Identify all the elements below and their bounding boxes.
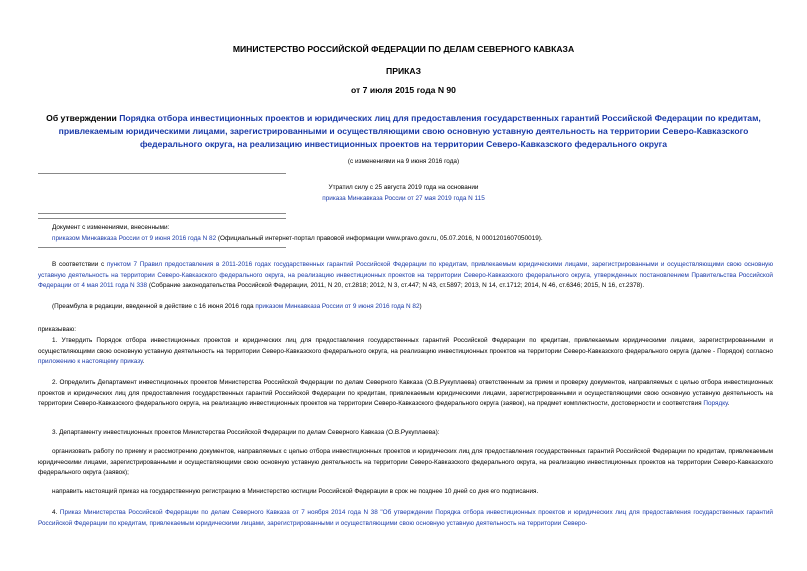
document-title <box>30 112 777 151</box>
document-date-number: от 7 июля 2015 года N 90 <box>351 85 456 95</box>
old-order-link[interactable]: Приказ Министерства Российской Федерации по делам Северного Кавказа от 7 ноября 2014 года N 38 "Об утверждении Порядка отбора инвестиционных проектов и юридических лиц для предоставления государственных гарантий Российской Федерации по кредитам, привлекаемым юридическими лицами, зарегистрированными и осуществляющими свою основную уставную деятельность на территории Северо- <box>38 509 773 527</box>
order-item-3-sub-2: направить настоящий приказ на государственную регистрацию в Министерство юстиции Российской Федерации в срок не позднее 10 дней со дня его подписания. <box>52 488 539 495</box>
divider <box>38 173 286 174</box>
lost-force-note <box>0 183 807 204</box>
lost-force-text: Утратил силу с 25 августа 2019 года на основании <box>328 184 479 191</box>
divider <box>38 218 286 219</box>
order-item-1: 1. Утвердить Порядок отбора инвестиционных проектов и юридических лиц для предоставления государственных гарантий Российской Федерации по кредитам, привлекаемым юридическими лицами, зарегистрированными и осуществляющими свою основную уставную деятельность на территории Северо-Кавказского федерального округа, на реализацию инвестиционных проектов на территории Северо-Кавказского федерального округа (далее - Порядок) согласно приложению к настоящему приказу. <box>38 337 773 365</box>
appendix-link[interactable]: приложению к настоящему приказу <box>38 358 143 365</box>
preamble-edition-link[interactable]: приказом Минкавказа России от 9 июня 2016 года N 82 <box>255 303 420 310</box>
orders-word: приказываю: <box>38 326 76 333</box>
amended-by-link[interactable]: приказом Минкавказа России от 9 июня 2016 года N 82 <box>52 234 217 242</box>
lost-force-link[interactable]: приказа Минкавказа России от 27 мая 2019 года N 115 <box>322 194 485 202</box>
ministry-header: МИНИСТЕРСТВО РОССИЙСКОЙ ФЕДЕРАЦИИ ПО ДЕЛАМ СЕВЕРНОГО КАВКАЗА <box>232 44 575 54</box>
divider <box>38 247 286 248</box>
preamble: В соответствии с пунктом 7 Правил предоставления в 2011-2016 годах государственных гарантий Российской Федерации по кредитам, привлекаемым юридическими лицами, зарегистрированными и осуществляющими свою основную уставную деятельность на территории Северо-Кавказского федерального округа, на реализацию инвестиционных проектов на территории Северо-Кавказского федерального округа, утвержденных постановлением Правительства Российской Федерации от 4 мая 2011 года N 338 (Собрание законодательства Российской Федерации, 2011, N 20, ст.2818; 2012, N 3, ст.447; N 43, ст.5897; 2013, N 14, ст.1712; 2014, N 46, ст.6346; 2015, N 16, ст.2378). <box>38 261 774 289</box>
order-item-2: 2. Определить Департамент инвестиционных проектов Министерства Российской Федерации по делам Северного Кавказа (О.В.Рукуплаева) ответственным за прием и проверку документов, направляемых с целью отбора инвестиционных проектов и юридических лиц для предоставления государственных гарантий Российской Федерации по кредитам, привлекаемым юридическими лицами, зарегистрированными и осуществляющими свою основную уставную деятельность на территории Северо-Кавказского федерального округа, на реализацию инвестиционных проектов на территории Северо-Кавказского федерального округа (заявок), на предмет комплектности, достоверности и соответствия Порядку. <box>38 379 773 407</box>
order-item-3-sub-1: организовать работу по приему и рассмотрению документов, направляемых с целью отбора инвестиционных проектов и юридических лиц для предоставления государственных гарантий Российской Федерации по кредитам, привлекаемым юридическими лицами, зарегистрированными и осуществляющими свою основную уставную деятельность на территории Северо-Кавказского федерального округа, на реализацию инвестиционных проектов на территории Северо-Кавказского федерального округа (заявок); <box>38 448 773 476</box>
preamble-rules-link[interactable]: пунктом 7 Правил предоставления в 2011-2016 годах государственных гарантий Российской Федерации по кредитам, привлекаемым юридическими лицами, зарегистрированными и осуществляющими свою основную уставную деятельность на территории Северо-Кавказского федерального округа, на реализацию инвестиционных проектов на территории Северо-Кавказского федерального округа, утвержденных <box>38 261 774 279</box>
document-type: ПРИКАЗ <box>386 66 421 76</box>
preamble-edition-note: (Преамбула в редакции, введенной в действие с 16 июня 2016 года приказом Минкавказа России от 9 июня 2016 года N 82) <box>52 303 422 310</box>
changes-note: (с изменениями на 9 июня 2016 года) <box>347 158 460 165</box>
order-item-4: 4. Приказ Министерства Российской Федерации по делам Северного Кавказа от 7 ноября 2014 года N 38 "Об утверждении Порядка отбора инвестиционных проектов и юридических лиц для предоставления государственных гарантий Российской Федерации по кредитам, привлекаемым юридическими лицами, зарегистрированными и осуществляющими свою основную уставную деятельность на территории Северо- <box>38 509 773 527</box>
divider <box>38 213 286 214</box>
title-procedure-link[interactable]: Порядка отбора инвестиционных проектов и юридических лиц для предоставления государственных гарантий Российской Федерации по кредитам, привлекаемым юридическими лицами, зарегистрированными и осуществляющими свою основную уставную деятельность на территории Северо-Кавказского федерального округа, на реализацию инвестиционных проектов на территории Северо-Кавказского федерального округа <box>58 113 761 149</box>
procedure-link[interactable]: Порядку <box>703 400 728 407</box>
order-item-3-head: 3. Департаменту инвестиционных проектов Министерства Российской Федерации по делам Северного Кавказа (О.В.Рукуплаева): <box>52 429 440 436</box>
title-prefix: Об утверждении <box>46 113 120 123</box>
amended-by-label: Документ с изменениями, внесенными: <box>52 224 170 231</box>
amended-by-block <box>52 223 772 244</box>
preamble-resolution-link[interactable]: постановлением Правительства Российской Федерации от 4 мая 2011 года N 338 <box>38 271 773 289</box>
amended-by-source: (Официальный интернет-портал правовой информации www.pravo.gov.ru, 05.07.2016, N 0001201607050019). <box>216 234 543 242</box>
